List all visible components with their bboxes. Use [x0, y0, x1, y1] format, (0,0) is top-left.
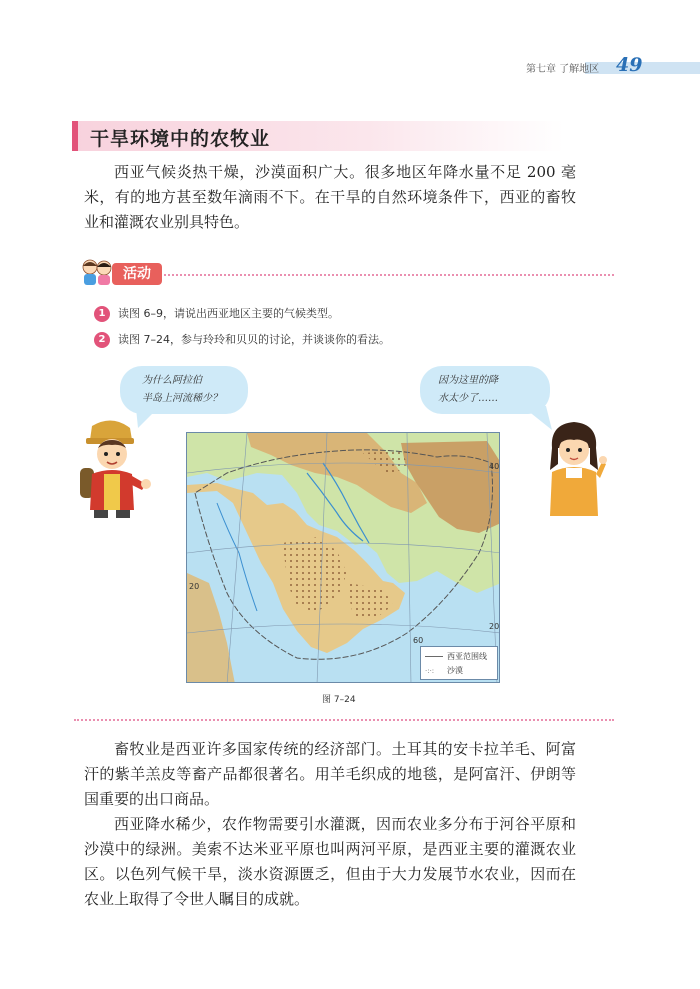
activity-question-1 — [94, 305, 339, 322]
question-number: 2 — [94, 332, 110, 348]
bubble-line: 半岛上河流稀少？ — [142, 393, 222, 404]
legend-label: 西亚范围线 — [447, 652, 487, 661]
legend-label: 沙漠 — [447, 666, 463, 675]
boy-character-illustration — [72, 418, 152, 518]
grid-label: 40 — [489, 462, 500, 471]
speech-bubble-girl — [420, 366, 550, 414]
section-divider — [74, 719, 614, 721]
activity-divider — [164, 274, 614, 276]
girl-character-illustration — [540, 418, 608, 518]
desert-dots-swatch: ·:·: — [425, 666, 435, 675]
grid-label: 60 — [413, 636, 424, 645]
question-number: 1 — [94, 306, 110, 322]
section-title: 干旱环境中的农牧业 — [90, 128, 271, 150]
chapter-title: 第七章 了解地区 — [526, 64, 600, 75]
speech-bubble-boy — [120, 366, 248, 414]
kids-icon — [80, 258, 114, 286]
bubble-line: 为什么阿拉伯 — [142, 375, 202, 386]
map-caption: 图 7–24 — [322, 695, 356, 705]
body-paragraph: 畜牧业是西亚许多国家传统的经济部门。土耳其的安卡拉羊毛、阿富汗的紫羊羔皮等畜产品都很著名。用羊毛织成的地毯，是阿富汗、伊朗等国重要的出口商品。 — [84, 740, 576, 808]
body-text — [84, 737, 576, 912]
activity-badge: 活动 — [112, 263, 162, 285]
question-text: 读图 6–9，请说出西亚地区主要的气候类型。 — [118, 307, 339, 320]
section-title-marker — [72, 121, 78, 151]
body-paragraph: 西亚降水稀少，农作物需要引水灌溉，因而农业多分布于河谷平原和沙漠中的绿洲。美索不达米亚平原也叫两河平原，是西亚主要的灌溉农业区。以色列气候干旱，淡水资源匮乏，但由于大力发展节水农业，因而在农业上取得了令世人瞩目的成就。 — [84, 815, 576, 908]
intro-paragraph: 西亚气候炎热干燥，沙漠面积广大。很多地区年降水量不足 200 毫米，有的地方甚至数年滴雨不下。在干旱的自然环境条件下，西亚的畜牧业和灌溉农业别具特色。 — [84, 163, 576, 231]
map-legend — [420, 646, 498, 680]
question-text: 读图 7–24，参与玲玲和贝贝的讨论，并谈谈你的看法。 — [118, 333, 390, 346]
page-number: 49 — [616, 54, 643, 76]
header-bar — [585, 62, 700, 74]
legend-item-desert — [425, 665, 463, 676]
activity-question-2 — [94, 331, 390, 348]
legend-item-boundary — [425, 651, 487, 662]
bubble-line: 水太少了…… — [438, 393, 498, 404]
bubble-line: 因为这里的降 — [438, 375, 498, 386]
grid-label: 20 — [489, 622, 500, 631]
grid-label: 20 — [189, 582, 200, 591]
boundary-line-swatch — [425, 656, 443, 657]
